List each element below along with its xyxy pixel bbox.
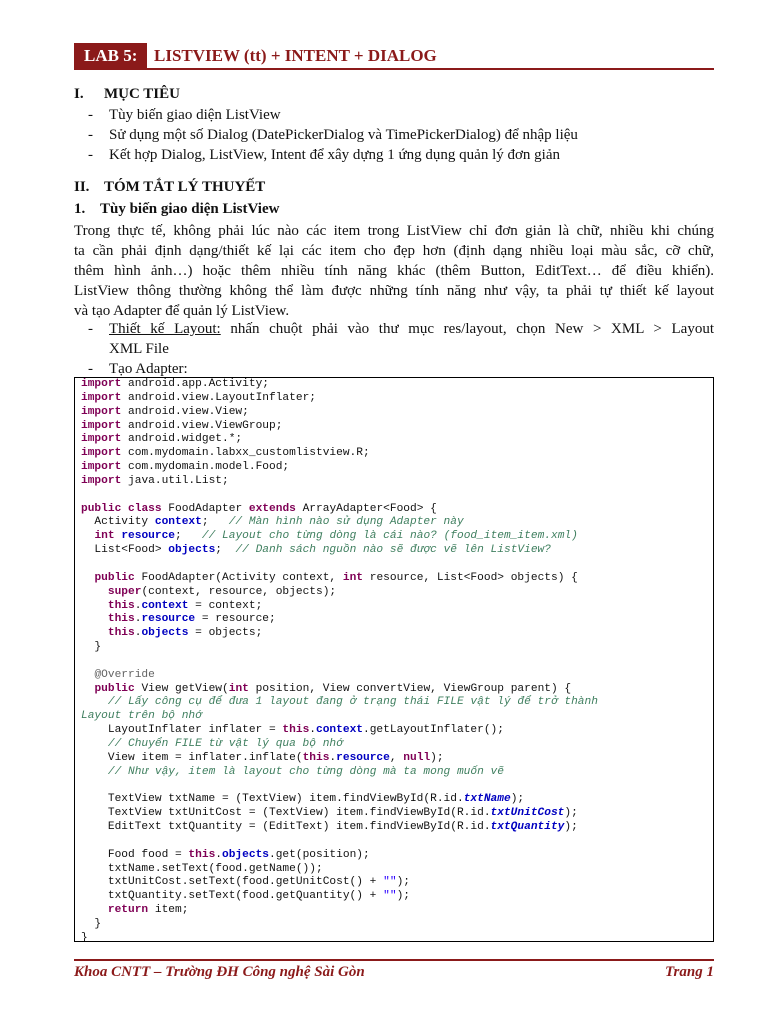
code-token: ); bbox=[430, 751, 444, 764]
code-line bbox=[81, 863, 713, 877]
code-token: super bbox=[107, 585, 142, 598]
footer-page-number: Trang 1 bbox=[664, 964, 714, 980]
code-line bbox=[81, 420, 713, 434]
section-title: MỤC TIÊU bbox=[104, 86, 180, 102]
code-token: . bbox=[134, 627, 142, 640]
code-token: android.app.Activity; bbox=[121, 378, 269, 390]
code-token: .getLayoutInflater(); bbox=[363, 724, 504, 737]
code-token: (context, resource, objects); bbox=[141, 585, 337, 598]
code-line bbox=[81, 461, 713, 475]
code-line bbox=[81, 793, 713, 807]
code-token: ); bbox=[564, 807, 578, 820]
subsection-title: 1. Tùy biến giao diện ListView bbox=[74, 201, 280, 217]
code-line bbox=[81, 378, 713, 392]
code-line bbox=[81, 724, 713, 738]
code-line bbox=[81, 932, 713, 942]
code-token: = resource; bbox=[195, 613, 276, 626]
code-line bbox=[81, 586, 713, 600]
code-token: import bbox=[81, 433, 122, 446]
theory-paragraph bbox=[74, 221, 714, 321]
code-line bbox=[81, 406, 713, 420]
code-line bbox=[81, 683, 713, 697]
code-token: ; bbox=[201, 516, 229, 529]
code-token bbox=[81, 530, 94, 542]
code-token: FoodAdapter bbox=[161, 502, 249, 515]
code-line bbox=[81, 530, 713, 544]
code-token: objects bbox=[168, 544, 216, 557]
code-token: resource bbox=[121, 530, 176, 543]
list-item: - Sử dụng một số Dialog (DatePickerDialog và TimePickerDialog) để nhập liệu bbox=[88, 125, 578, 145]
list-item bbox=[88, 319, 714, 339]
code-token: import bbox=[81, 461, 122, 474]
code-line bbox=[81, 766, 713, 780]
code-line bbox=[81, 890, 713, 904]
code-token: int bbox=[342, 571, 364, 584]
code-token: // Danh sách nguồn nào sẽ được vẽ lên ListView? bbox=[235, 544, 551, 557]
list-item: - Tùy biến giao diện ListView bbox=[88, 105, 578, 125]
code-token: // Chuyển FILE từ vật lý qua bộ nhớ bbox=[107, 737, 343, 750]
code-token bbox=[81, 738, 108, 750]
code-token: LayoutInflater inflater = bbox=[81, 724, 283, 737]
code-block bbox=[74, 377, 714, 942]
code-token: this bbox=[302, 751, 330, 764]
code-token: import bbox=[81, 378, 122, 390]
code-line bbox=[81, 600, 713, 614]
code-token: . bbox=[309, 724, 316, 737]
code-line bbox=[81, 641, 713, 655]
code-token: ); bbox=[396, 876, 410, 889]
layout-step-text: nhấn chuột phải vào thư mục res/layout, chọn New > XML > Layout bbox=[220, 321, 714, 337]
footer-institution: Khoa CNTT – Trường ĐH Công nghệ Sài Gòn bbox=[74, 964, 365, 980]
section-heading-theory bbox=[74, 179, 265, 196]
code-line bbox=[81, 696, 713, 710]
code-line bbox=[81, 821, 713, 835]
code-token: context bbox=[316, 724, 363, 737]
code-line bbox=[81, 904, 713, 918]
section-title: TÓM TẮT LÝ THUYẾT bbox=[104, 179, 266, 195]
code-token: . bbox=[329, 751, 337, 764]
code-token: position, View convertView, ViewGroup parent) { bbox=[248, 682, 572, 695]
code-token: extends bbox=[248, 502, 296, 515]
code-token: txtName.setText(food.getName()); bbox=[81, 862, 323, 875]
code-token: FoodAdapter(Activity context, bbox=[134, 571, 343, 584]
code-token: } bbox=[81, 641, 102, 654]
code-token: @Override bbox=[94, 668, 155, 681]
code-line bbox=[81, 503, 713, 517]
code-token: context bbox=[154, 516, 202, 529]
code-token: this bbox=[107, 613, 135, 626]
code-line bbox=[81, 849, 713, 863]
code-token: txtName bbox=[463, 793, 511, 806]
code-token: import bbox=[81, 419, 122, 432]
code-line bbox=[81, 433, 713, 447]
code-token: . bbox=[215, 848, 222, 861]
code-token: Layout trên bộ nhớ bbox=[81, 710, 202, 723]
section-number: I. bbox=[74, 86, 84, 102]
code-token: txtUnitCost bbox=[490, 807, 565, 820]
code-line bbox=[81, 572, 713, 586]
layout-step-text-cont: XML File bbox=[109, 341, 169, 357]
code-token: TextView txtName = (TextView) item.findViewById(R.id. bbox=[81, 793, 464, 806]
paragraph-line: thêm hình ảnh…) hoặc thêm nhiều tính năng khác (thêm Button, EditText… để điều khiển). bbox=[74, 263, 714, 279]
code-token: } bbox=[81, 931, 88, 942]
code-token: java.util.List; bbox=[121, 474, 229, 487]
theory-steps-list bbox=[88, 319, 714, 379]
code-token: item; bbox=[148, 904, 189, 917]
code-line bbox=[81, 738, 713, 752]
code-token: EditText txtQuantity = (EditText) item.findViewById(R.id. bbox=[81, 821, 491, 833]
code-line bbox=[81, 489, 713, 503]
code-line bbox=[81, 392, 713, 406]
lab-header bbox=[74, 42, 714, 70]
code-token: txtUnitCost.setText(food.getUnitCost() + bbox=[81, 876, 384, 889]
code-token: // Lấy công cụ để đưa 1 layout đang ở trạng thái FILE vật lý để trở thành bbox=[107, 696, 598, 709]
code-line bbox=[81, 544, 713, 558]
layout-step-label: Thiết kế Layout: bbox=[109, 321, 221, 337]
code-token: resource bbox=[141, 613, 196, 626]
code-line bbox=[81, 807, 713, 821]
code-token: return bbox=[107, 904, 149, 917]
code-token bbox=[81, 766, 108, 778]
code-token: int bbox=[94, 530, 115, 543]
code-token: objects bbox=[141, 627, 189, 640]
code-token: this bbox=[282, 724, 310, 737]
code-line bbox=[81, 516, 713, 530]
code-token: // Như vậy, item là layout cho từng dòng mà ta mong muốn vẽ bbox=[107, 765, 504, 778]
paragraph-line: Trong thực tế, không phải lúc nào các item trong ListView chỉ đơn giản là chữ, nhiều khi chúng bbox=[74, 223, 714, 239]
code-token: import bbox=[81, 447, 122, 460]
paragraph-line: ListView thông thường không thể làm được những tính năng như vậy, ta phải tự thiết kế layout bbox=[74, 283, 714, 299]
code-token: = context; bbox=[188, 599, 263, 612]
lab-title: LISTVIEW (tt) + INTENT + DIALOG bbox=[154, 46, 437, 65]
code-token bbox=[81, 696, 108, 708]
code-line bbox=[81, 613, 713, 627]
code-token: // Layout cho từng dòng là cái nào? (food_item_item.xml) bbox=[201, 530, 578, 543]
code-token: import bbox=[81, 391, 122, 404]
code-token: android.view.LayoutInflater; bbox=[121, 391, 316, 404]
code-token: "" bbox=[383, 876, 397, 889]
code-token: context bbox=[141, 599, 189, 612]
code-token: .get(position); bbox=[269, 848, 370, 861]
code-token: List<Food> bbox=[81, 544, 169, 557]
code-token: = objects; bbox=[188, 627, 263, 640]
code-token: public bbox=[94, 571, 135, 584]
code-token: objects bbox=[222, 848, 269, 861]
code-token: null bbox=[403, 751, 431, 764]
list-item-continuation bbox=[88, 339, 714, 359]
code-token bbox=[81, 572, 94, 584]
code-token: this bbox=[188, 848, 216, 861]
paragraph-line: và tạo Adapter để quản lý ListView. bbox=[74, 303, 290, 319]
code-token: int bbox=[228, 682, 249, 695]
list-item: - Kết hợp Dialog, ListView, Intent để xây dựng 1 ứng dụng quản lý đơn giản bbox=[88, 145, 578, 165]
list-item: - Tạo Adapter: bbox=[88, 359, 714, 379]
code-token: ); bbox=[396, 890, 410, 903]
section-heading-objectives bbox=[74, 86, 180, 103]
code-token: this bbox=[107, 627, 135, 640]
code-line bbox=[81, 669, 713, 683]
code-token: resource, List<Food> objects) { bbox=[363, 571, 578, 584]
code-token: import bbox=[81, 405, 122, 418]
code-line bbox=[81, 779, 713, 793]
code-token: "" bbox=[383, 890, 397, 903]
code-token bbox=[81, 683, 94, 695]
code-token: com.mydomain.labxx_customlistview.R; bbox=[121, 447, 370, 460]
code-token: this bbox=[107, 599, 135, 612]
page-footer bbox=[74, 959, 714, 985]
code-token: . bbox=[134, 613, 142, 626]
code-token: import bbox=[81, 474, 122, 487]
code-token: ); bbox=[510, 793, 525, 806]
lab-label: LAB 5: bbox=[74, 43, 147, 68]
code-token: TextView txtUnitCost = (TextView) item.findViewById(R.id. bbox=[81, 807, 491, 820]
code-token bbox=[81, 600, 108, 612]
code-token bbox=[81, 904, 108, 916]
code-token: ArrayAdapter<Food> { bbox=[295, 502, 437, 515]
code-token: . bbox=[134, 599, 142, 612]
code-token: ; bbox=[215, 544, 236, 557]
code-token: , bbox=[389, 751, 404, 764]
code-token: android.widget.*; bbox=[121, 433, 243, 446]
code-line bbox=[81, 558, 713, 572]
code-token: resource bbox=[336, 751, 390, 764]
code-line bbox=[81, 627, 713, 641]
code-line bbox=[81, 835, 713, 849]
objectives-list bbox=[88, 105, 578, 165]
code-token: View getView( bbox=[134, 682, 229, 695]
code-token: android.view.View; bbox=[121, 405, 249, 418]
code-token: Food food = bbox=[81, 848, 189, 861]
code-token bbox=[81, 669, 94, 681]
code-line bbox=[81, 655, 713, 669]
code-token: // Màn hình nào sử dụng Adapter này bbox=[228, 516, 464, 529]
code-token: View item = inflater.inflate( bbox=[81, 751, 303, 764]
code-token: txtQuantity bbox=[490, 821, 565, 833]
code-token: class bbox=[128, 502, 162, 515]
code-token bbox=[81, 627, 108, 639]
code-token: com.mydomain.model.Food; bbox=[121, 461, 290, 474]
code-token bbox=[121, 503, 128, 515]
code-line bbox=[81, 918, 713, 932]
code-token: public bbox=[81, 502, 122, 515]
code-token: public bbox=[94, 682, 135, 695]
code-token: txtQuantity.setText(food.getQuantity() + bbox=[81, 890, 384, 903]
code-token bbox=[81, 613, 108, 625]
code-line bbox=[81, 752, 713, 766]
section-number: II. bbox=[74, 179, 90, 195]
code-token bbox=[81, 586, 108, 598]
code-line bbox=[81, 876, 713, 890]
code-line bbox=[81, 447, 713, 461]
code-token: android.view.ViewGroup; bbox=[121, 419, 283, 432]
code-token: } bbox=[81, 917, 102, 930]
paragraph-line: ta cần phải định dạng/thiết kế lại các item cho đẹp hơn (định dạng nhiều loại màu sắc, cỡ chữ, bbox=[74, 243, 714, 259]
code-token: ); bbox=[564, 821, 578, 833]
code-token: Activity bbox=[81, 516, 155, 529]
code-line bbox=[81, 710, 713, 724]
code-token: ; bbox=[175, 530, 202, 543]
code-line bbox=[81, 475, 713, 489]
